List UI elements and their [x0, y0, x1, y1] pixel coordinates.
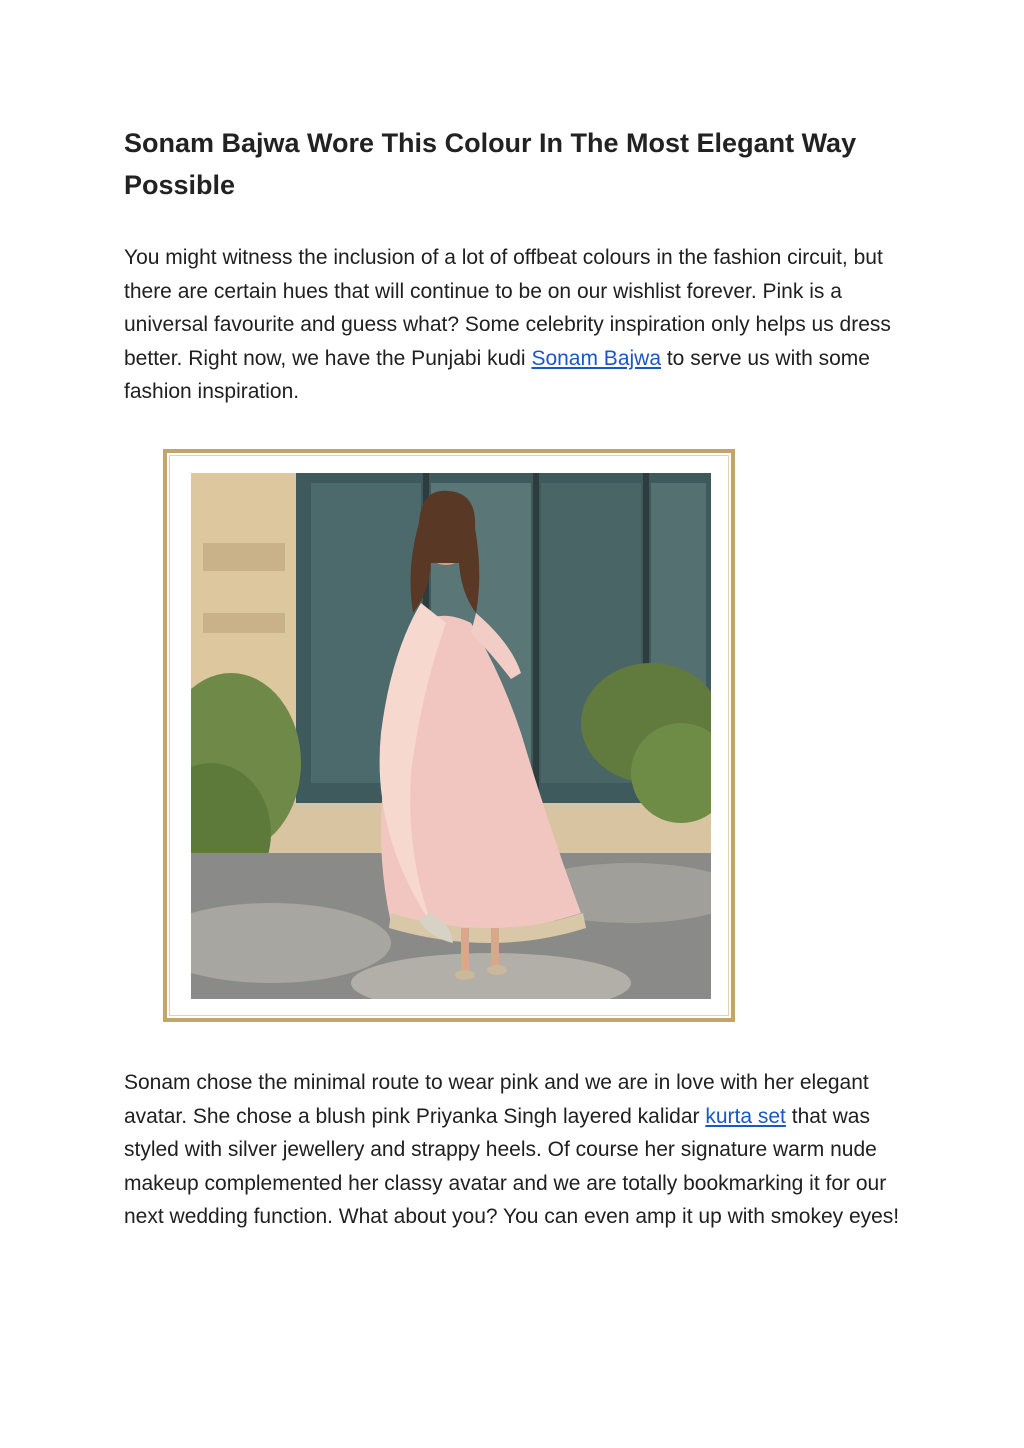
intro-paragraph — [124, 241, 904, 409]
featured-photo-frame — [163, 449, 735, 1022]
sonam-bajwa-link[interactable]: Sonam Bajwa — [531, 346, 662, 370]
intro-text-before-link: You might witness the inclusion of a lot of offbeat colours in the fashion circuit, but there are certain hues that will continue to be on our wishlist forever. Pink is a universal favourite and guess what? Some celebrity inspiration only helps us dress better. Right now, we have the Punjabi kudi — [124, 246, 891, 370]
intro-text-after-link: to serve us with some fashion inspiration. — [124, 346, 870, 403]
featured-photo — [191, 473, 711, 999]
outfit-text-after-link: that was styled with silver jewellery and strappy heels. Of course her signature warm nude makeup complemented her classy avatar and we are totally bookmarking it for our next wedding function. What about you? You can even amp it up with smokey eyes! — [124, 1104, 900, 1228]
outfit-text-before-link: Sonam chose the minimal route to wear pink and we are in love with her elegant avatar. She chose a blush pink Priyanka Singh layered kalidar — [124, 1071, 869, 1128]
kurta-set-link[interactable]: kurta set — [705, 1104, 786, 1128]
page-title: Sonam Bajwa Wore This Colour In The Most Elegant Way Possible — [124, 128, 857, 200]
outfit-description-paragraph — [124, 1066, 904, 1234]
